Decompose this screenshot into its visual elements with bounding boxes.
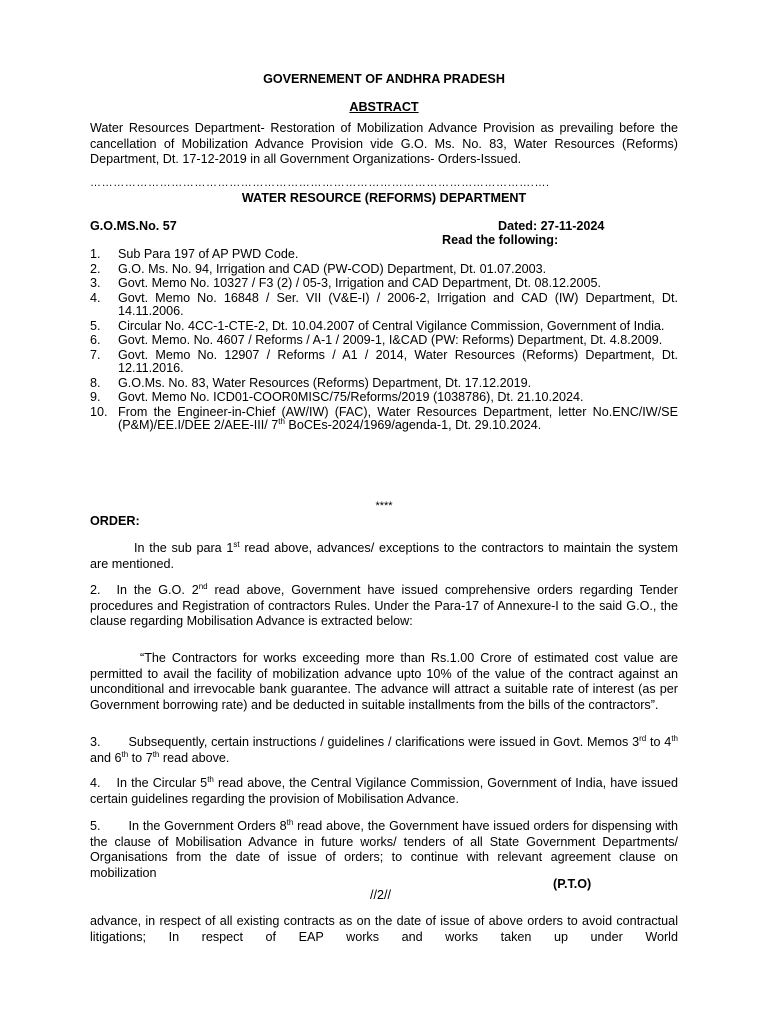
go-date: Dated: 27-11-2024 (498, 219, 605, 233)
quoted-clause (90, 651, 678, 713)
reference-number: 8. (90, 375, 101, 390)
reference-item (90, 292, 678, 319)
reference-number: 9. (90, 390, 101, 404)
abstract-text: Water Resources Department- Restoration of Mobilization Advance Provision as prevailing before the cancellation of Mobilization Advance Provision vide G.O. Ms. No. 83, Water Resources (Reforms) Department, Dt. 17-12-2019 in all Government Organizations- Orders-Issued. (90, 121, 678, 167)
government-title: GOVERNEMENT OF ANDHRA PRADESH (263, 72, 505, 86)
reference-number: 10. (90, 404, 108, 419)
para-text: In the sub para 1 (134, 541, 234, 555)
order-paragraph-5 (90, 819, 678, 881)
reference-item (90, 349, 678, 376)
reference-text: From the Engineer-in-Chief (AW/IW) (FAC), Water Resources Department, letter No.ENC/IW/SE (P&M)/EE.I/DEE 2/AEE-III/ 7 (118, 404, 678, 432)
reference-number: 6. (90, 333, 101, 347)
para-text: read above, the Central Vigilance Commission, Government of India, have issued certain guidelines regarding the provision of Mobilisation Advance. (90, 776, 678, 806)
reference-number: 2. (90, 261, 101, 276)
read-following-heading: Read the following: (442, 233, 559, 247)
quote-text: “The Contractors for works exceeding more than Rs.1.00 Crore of estimated cost value are permitted to avail the facility of mobilization advance upto 10% of the value of the contract against an unconditional and irrevocable bank guarantee. The advance will attract a suitable rate of interest (as per Government borrowing rate) and be deducted in suitable installments from the bills of the contractors”. (90, 651, 678, 712)
references-list (90, 248, 678, 434)
para-text: Subsequently, certain instructions / guidelines / clarifications were issued in Govt. Memos 3 (128, 735, 640, 749)
superscript: st (233, 540, 240, 549)
reference-text: Govt. Memo No. 10327 / F3 (2) / 05-3, Irrigation and CAD Department, Dt. 08.12.2005. (118, 276, 601, 290)
order-heading: ORDER: (90, 514, 140, 528)
superscript: rd (639, 734, 647, 743)
superscript: th (278, 417, 285, 426)
reference-item (90, 248, 678, 262)
go-number: G.O.MS.No. 57 (90, 219, 177, 233)
para-text: to 4 (646, 735, 672, 749)
reference-text: G.O.Ms. No. 83, Water Resources (Reforms) Department, Dt. 17.12.2019. (118, 375, 532, 390)
dotted-separator: …………………………………………………………………………………………………….…. (90, 177, 550, 189)
superscript: th (286, 818, 294, 827)
superscript: th (121, 749, 129, 759)
order-paragraph-2 (90, 583, 678, 630)
order-paragraph-4 (90, 776, 678, 807)
reference-number: 1. (90, 247, 101, 261)
page-marker: //2// (370, 888, 391, 902)
para-text: In the Circular 5 (116, 776, 208, 790)
reference-number: 3. (90, 276, 101, 290)
reference-number: 4. (90, 290, 101, 305)
reference-number: 7. (90, 347, 101, 362)
order-paragraph-1 (90, 541, 678, 572)
superscript: nd (198, 582, 208, 591)
para-text: read above, the Government have issued orders for dispensing with the clause of Mobilisation Advance in future works/ tenders of all State Government Departments/ Organisations from the date of issue of orders; to continue with relevant agreement clause on mobilization (90, 819, 678, 880)
reference-item (90, 263, 678, 277)
reference-text: Circular No. 4CC-1-CTE-2, Dt. 10.04.2007 of Central Vigilance Commission, Government of India. (118, 318, 665, 333)
superscript: th (152, 749, 160, 759)
reference-number: 5. (90, 318, 101, 333)
para-text: read above, Government have issued comprehensive orders regarding Tender procedures and Registration of contractors Rules. Under the Para-17 of Annexure-I to the said G.O., the clause regarding Mobilisation Advance is extracted below: (90, 583, 678, 629)
reference-text: Govt. Memo. No. 4607 / Reforms / A-1 / 2009-1, I&CAD (PW: Reforms) Department, Dt. 4.8.2009. (118, 333, 663, 347)
section-stars: **** (375, 500, 393, 512)
reference-text: Sub Para 197 of AP PWD Code. (118, 247, 299, 261)
reference-item (90, 391, 678, 405)
reference-text: Govt. Memo No. ICD01-COOR0MISC/75/Reforms/2019 (1038786), Dt. 21.10.2024. (118, 390, 584, 404)
superscript: th (207, 775, 214, 784)
reference-text-continued: BoCEs-2024/1969/agenda-1, Dt. 29.10.2024. (284, 418, 542, 432)
reference-item (90, 277, 678, 291)
reference-text: G.O. Ms. No. 94, Irrigation and CAD (PW-COD) Department, Dt. 01.07.2003. (118, 261, 547, 276)
pto-marker: (P.T.O) (553, 877, 592, 891)
para-number: 3. (90, 735, 101, 749)
para-number: 4. (90, 776, 101, 790)
continuation-paragraph: advance, in respect of all existing contracts as on the date of issue of above orders to avoid contractual litigations; In respect of EAP works and works taken up under World (90, 914, 678, 944)
reference-item (90, 406, 678, 433)
reference-item (90, 377, 678, 391)
abstract-heading: ABSTRACT (349, 100, 419, 114)
reference-text: Govt. Memo No. 12907 / Reforms / A1 / 2014, Water Resources (Reforms) Department, Dt. 12.11.2016. (118, 347, 678, 375)
superscript: th (671, 734, 678, 743)
para-number: 2. (90, 583, 101, 597)
para-text: read above. (159, 750, 230, 765)
reference-item (90, 320, 678, 334)
order-paragraph-3 (90, 735, 678, 766)
department-title: WATER RESOURCE (REFORMS) DEPARTMENT (241, 191, 527, 205)
para-text: to 7 (128, 750, 153, 765)
para-text: and 6 (90, 750, 122, 765)
reference-text: Govt. Memo No. 16848 / Ser. VII (V&E-I) / 2006-2, Irrigation and CAD (IW) Department, Dt. 14.11.2006. (118, 290, 678, 318)
reference-item (90, 334, 678, 348)
para-text: In the Government Orders 8 (128, 819, 287, 833)
para-number: 5. (90, 819, 101, 833)
para-text: In the G.O. 2 (116, 583, 199, 597)
para-text: read above, advances/ exceptions to the contractors to maintain the system are mentioned. (90, 541, 678, 571)
